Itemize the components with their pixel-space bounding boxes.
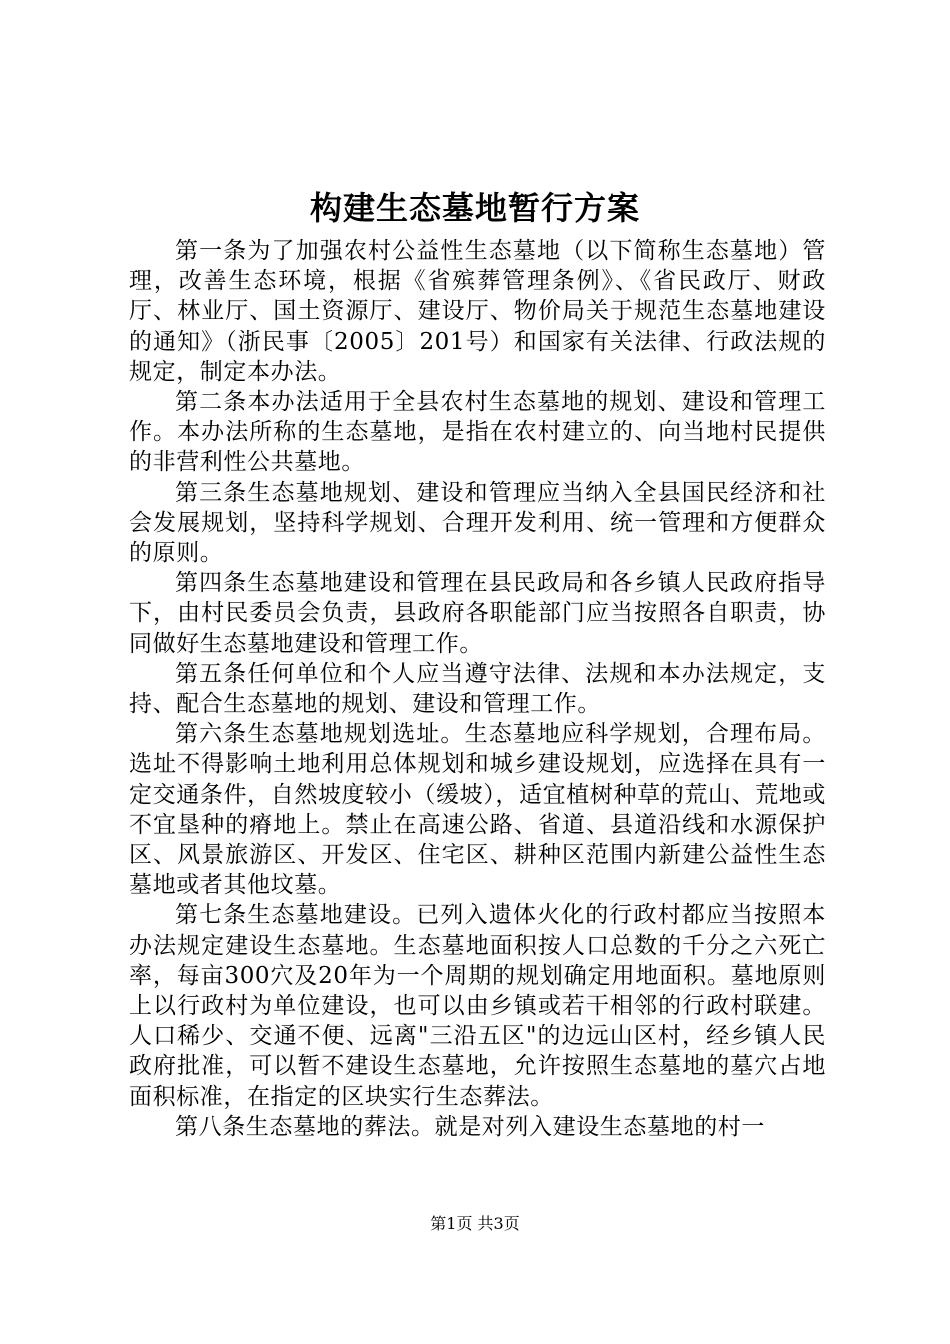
paragraph-article-7: 第七条生态墓地建设。已列入遗体火化的行政村都应当按照本办法规定建设生态墓地。生态墓地面积按人口总数的千分之六死亡率，每亩300穴及20年为一个周期的规划确定用地面积。墓地原则上以行政村为单位建设，也可以由乡镇或若干相邻的行政村联建。人口稀少、交通不便、远离"三沿五区"的边远山区村，经乡镇人民政府批准，可以暂不建设生态墓地，允许按照生态墓地的墓穴占地面积标准，在指定的区块实行生态葬法。 [129, 902, 826, 1110]
page-indicator: 第1页 共3页 [430, 1214, 520, 1233]
document-title: 构建生态墓地暂行方案 [309, 189, 640, 227]
paragraph-article-3: 第三条生态墓地规划、建设和管理应当纳入全县国民经济和社会发展规划，坚持科学规划、合理开发利用、统一管理和方便群众的原则。 [129, 479, 826, 567]
paragraph-article-4: 第四条生态墓地建设和管理在县民政局和各乡镇人民政府指导下，由村民委员会负责，县政府各职能部门应当按照各自职责，协同做好生态墓地建设和管理工作。 [129, 570, 826, 657]
paragraph-article-5: 第五条任何单位和个人应当遵守法律、法规和本办法规定，支持、配合生态墓地的规划、建设和管理工作。 [129, 660, 826, 718]
document-body [129, 236, 826, 1142]
paragraph-article-6: 第六条生态墓地规划选址。生态墓地应科学规划，合理布局。选址不得影响土地利用总体规划和城乡建设规划，应选择在具有一定交通条件，自然坡度较小（缓坡），适宜植树种草的荒山、荒地或不宜垦种的瘠地上。禁止在高速公路、省道、县道沿线和水源保护区、风景旅游区、开发区、住宅区、耕种区范围内新建公益性生态墓地或者其他坟墓。 [129, 721, 826, 899]
paragraph-article-2: 第二条本办法适用于全县农村生态墓地的规划、建设和管理工作。本办法所称的生态墓地，是指在农村建立的、向当地村民提供的非营利性公共墓地。 [129, 389, 826, 476]
paragraph-article-1: 第一条为了加强农村公益性生态墓地（以下简称生态墓地）管理，改善生态环境，根据《省殡葬管理条例》、《省民政厅、财政厅、林业厅、国土资源厅、建设厅、物价局关于规范生态墓地建设的通知》（浙民事〔2005〕201号）和国家有关法律、行政法规的规定，制定本办法。 [129, 238, 826, 385]
paragraph-article-8: 第八条生态墓地的葬法。就是对列入建设生态墓地的村一 [175, 1113, 765, 1140]
